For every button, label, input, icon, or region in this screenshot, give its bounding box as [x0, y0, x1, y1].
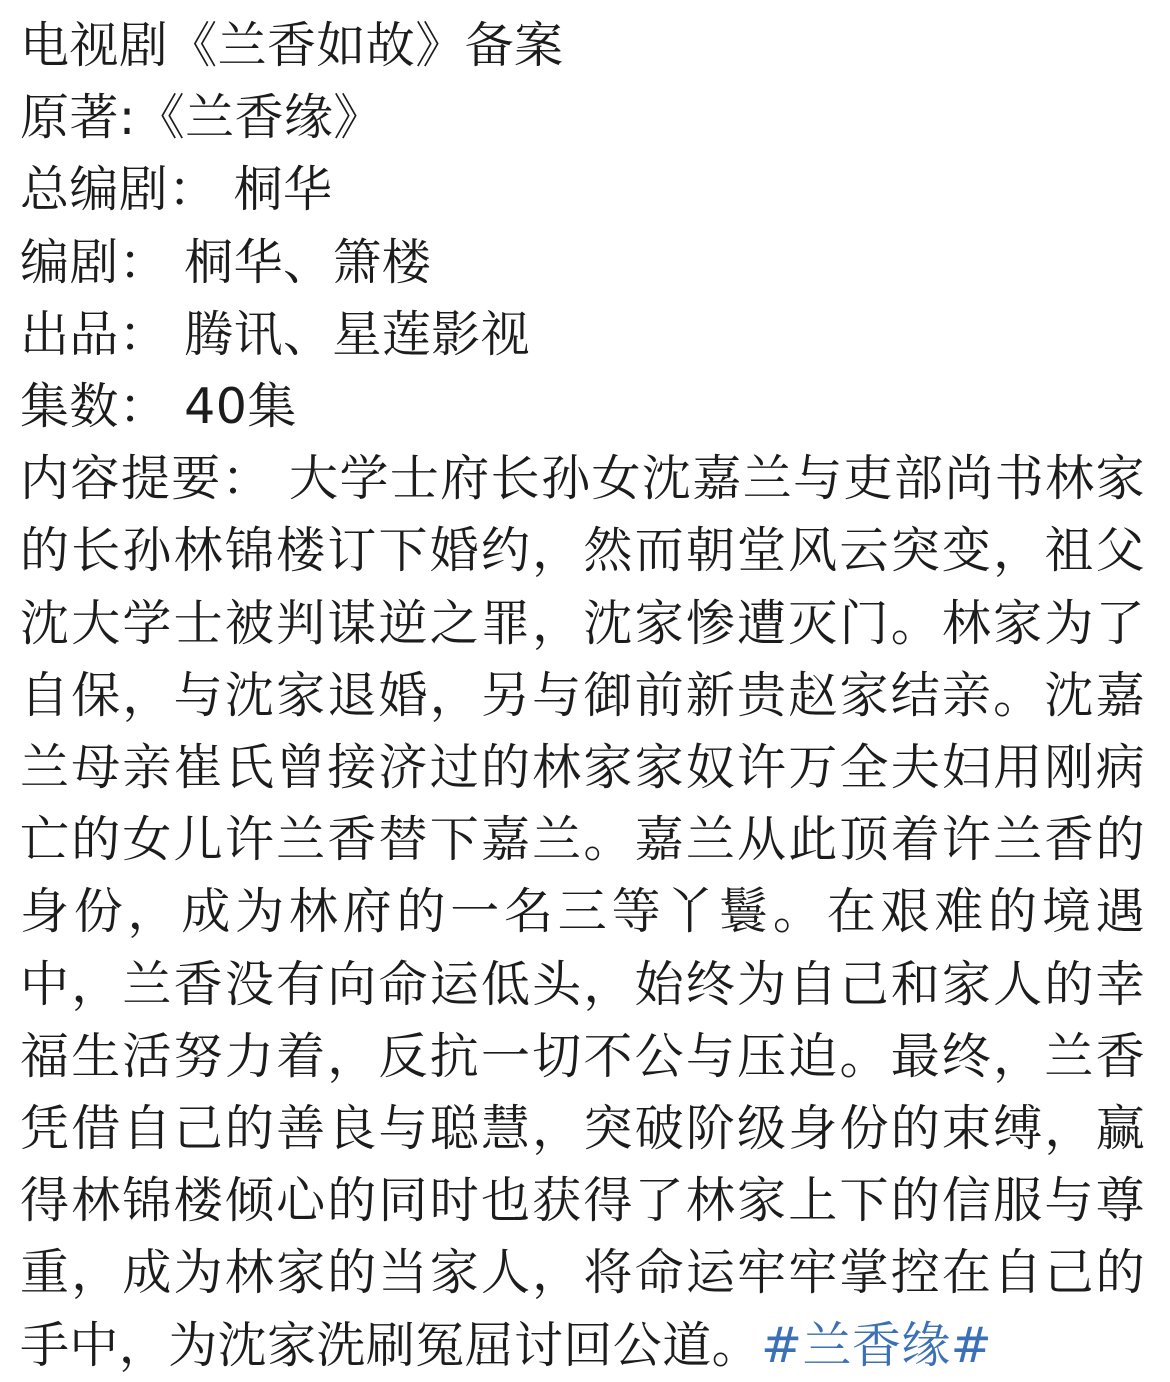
summary-paragraph — [20, 443, 1145, 1382]
original-work: 原著:《兰香缘》 — [20, 89, 383, 147]
producers: 出品： 腾讯、星莲影视 — [20, 305, 530, 363]
summary-label: 内容提要： — [20, 450, 290, 508]
post-body — [20, 10, 1145, 1382]
summary-text: 大学士府长孙女沈嘉兰与吏部尚书林家的长孙林锦楼订下婚约，然而朝堂风云突变，祖父沈大学士被判谋逆之罪，沈家惨遭灭门。林家为了自保，与沈家退婚，另与御前新贵赵家结亲。沈嘉兰母亲崔氏曾接济过的林家家奴许万全夫妇用刚病亡的女儿许兰香替下嘉兰。嘉兰从此顶着许兰香的身份，成为林府的一名三等丫鬟。在艰难的境遇中，兰香没有向命运低头，始终为自己和家人的幸福生活努力着，反抗一切不公与压迫。最终，兰香凭借自己的善良与聪慧，突破阶级身份的束缚，赢得林锦楼倾心的同时也获得了林家上下的信服与尊重，成为林家的当家人，将命运牢牢掌控在自己的手中，为沈家洗刷冤屈讨回公道。 — [20, 450, 1145, 1374]
writers: 编剧： 桐华、箫楼 — [20, 233, 432, 291]
hashtag-link[interactable]: #兰香缘# — [761, 1316, 993, 1374]
drama-title: 电视剧《兰香如故》备案 — [20, 17, 564, 74]
chief-writer: 总编剧： 桐华 — [20, 161, 333, 219]
episode-count: 集数： 40集 — [20, 378, 297, 436]
